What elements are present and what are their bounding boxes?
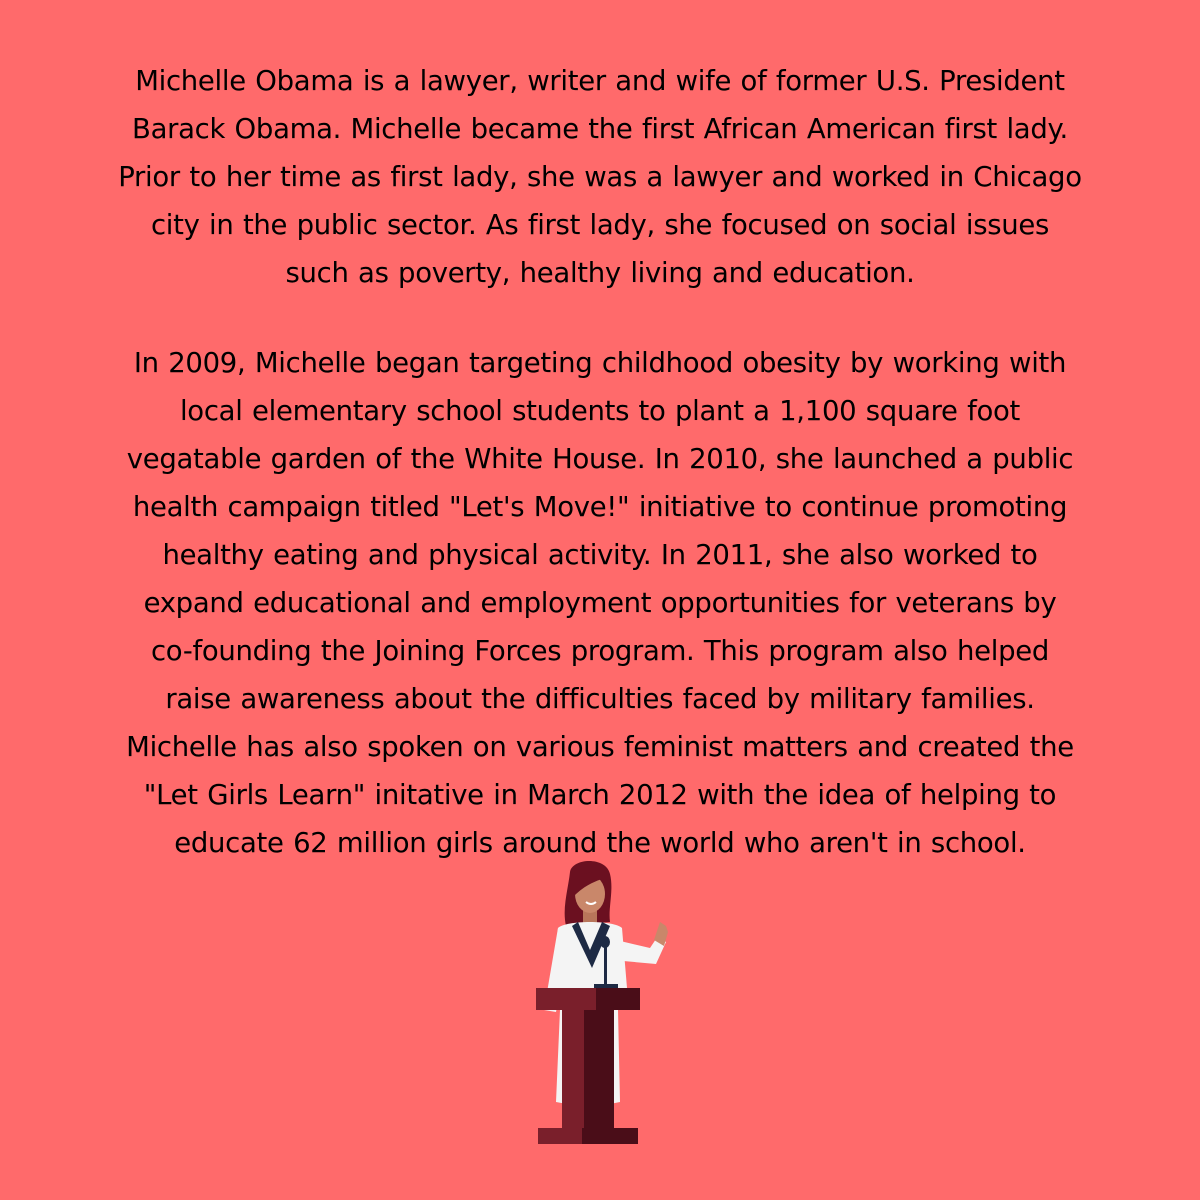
paragraph-line: healthy eating and physical activity. In 2011, she also worked to — [162, 539, 1038, 571]
paragraph-line: "Let Girls Learn" initative in March 2012 with the idea of helping to — [143, 779, 1057, 811]
paragraph-line: expand educational and employment opportunities for veterans by — [143, 587, 1057, 619]
paragraph-intro — [60, 57, 1140, 297]
paragraph-initiatives — [60, 339, 1140, 867]
microphone-head — [600, 936, 610, 948]
paragraph-line: local elementary school students to plant a 1,100 square foot — [179, 395, 1021, 427]
podium-top-shadow — [596, 988, 640, 1010]
paragraph-line: Barack Obama. Michelle became the first African American first lady. — [132, 113, 1068, 145]
paragraph-line: Prior to her time as first lady, she was a lawyer and worked in Chicago — [118, 161, 1082, 193]
paragraph-line: city in the public sector. As first lady, she focused on social issues — [150, 209, 1050, 241]
paragraph-line: co-founding the Joining Forces program. This program also helped — [150, 635, 1050, 667]
paragraph-line: Michelle has also spoken on various feminist matters and created the — [126, 731, 1074, 763]
podium-base-shadow — [582, 1128, 638, 1144]
woman-speaking-at-podium-icon — [510, 860, 690, 1150]
podium-column-shadow — [584, 1010, 614, 1128]
paragraph-line: raise awareness about the difficulties faced by military families. — [165, 683, 1035, 715]
paragraph-line: vegatable garden of the White House. In 2010, she launched a public — [126, 443, 1074, 475]
paragraph-line: educate 62 million girls around the world who aren't in school. — [174, 827, 1026, 859]
microphone-stand — [604, 944, 607, 988]
paragraph-line: Michelle Obama is a lawyer, writer and wife of former U.S. President — [135, 65, 1065, 97]
paragraph-line: such as poverty, healthy living and education. — [285, 257, 915, 289]
paragraph-line: health campaign titled "Let's Move!" initiative to continue promoting — [132, 491, 1068, 523]
paragraph-line: In 2009, Michelle began targeting childhood obesity by working with — [133, 347, 1067, 379]
